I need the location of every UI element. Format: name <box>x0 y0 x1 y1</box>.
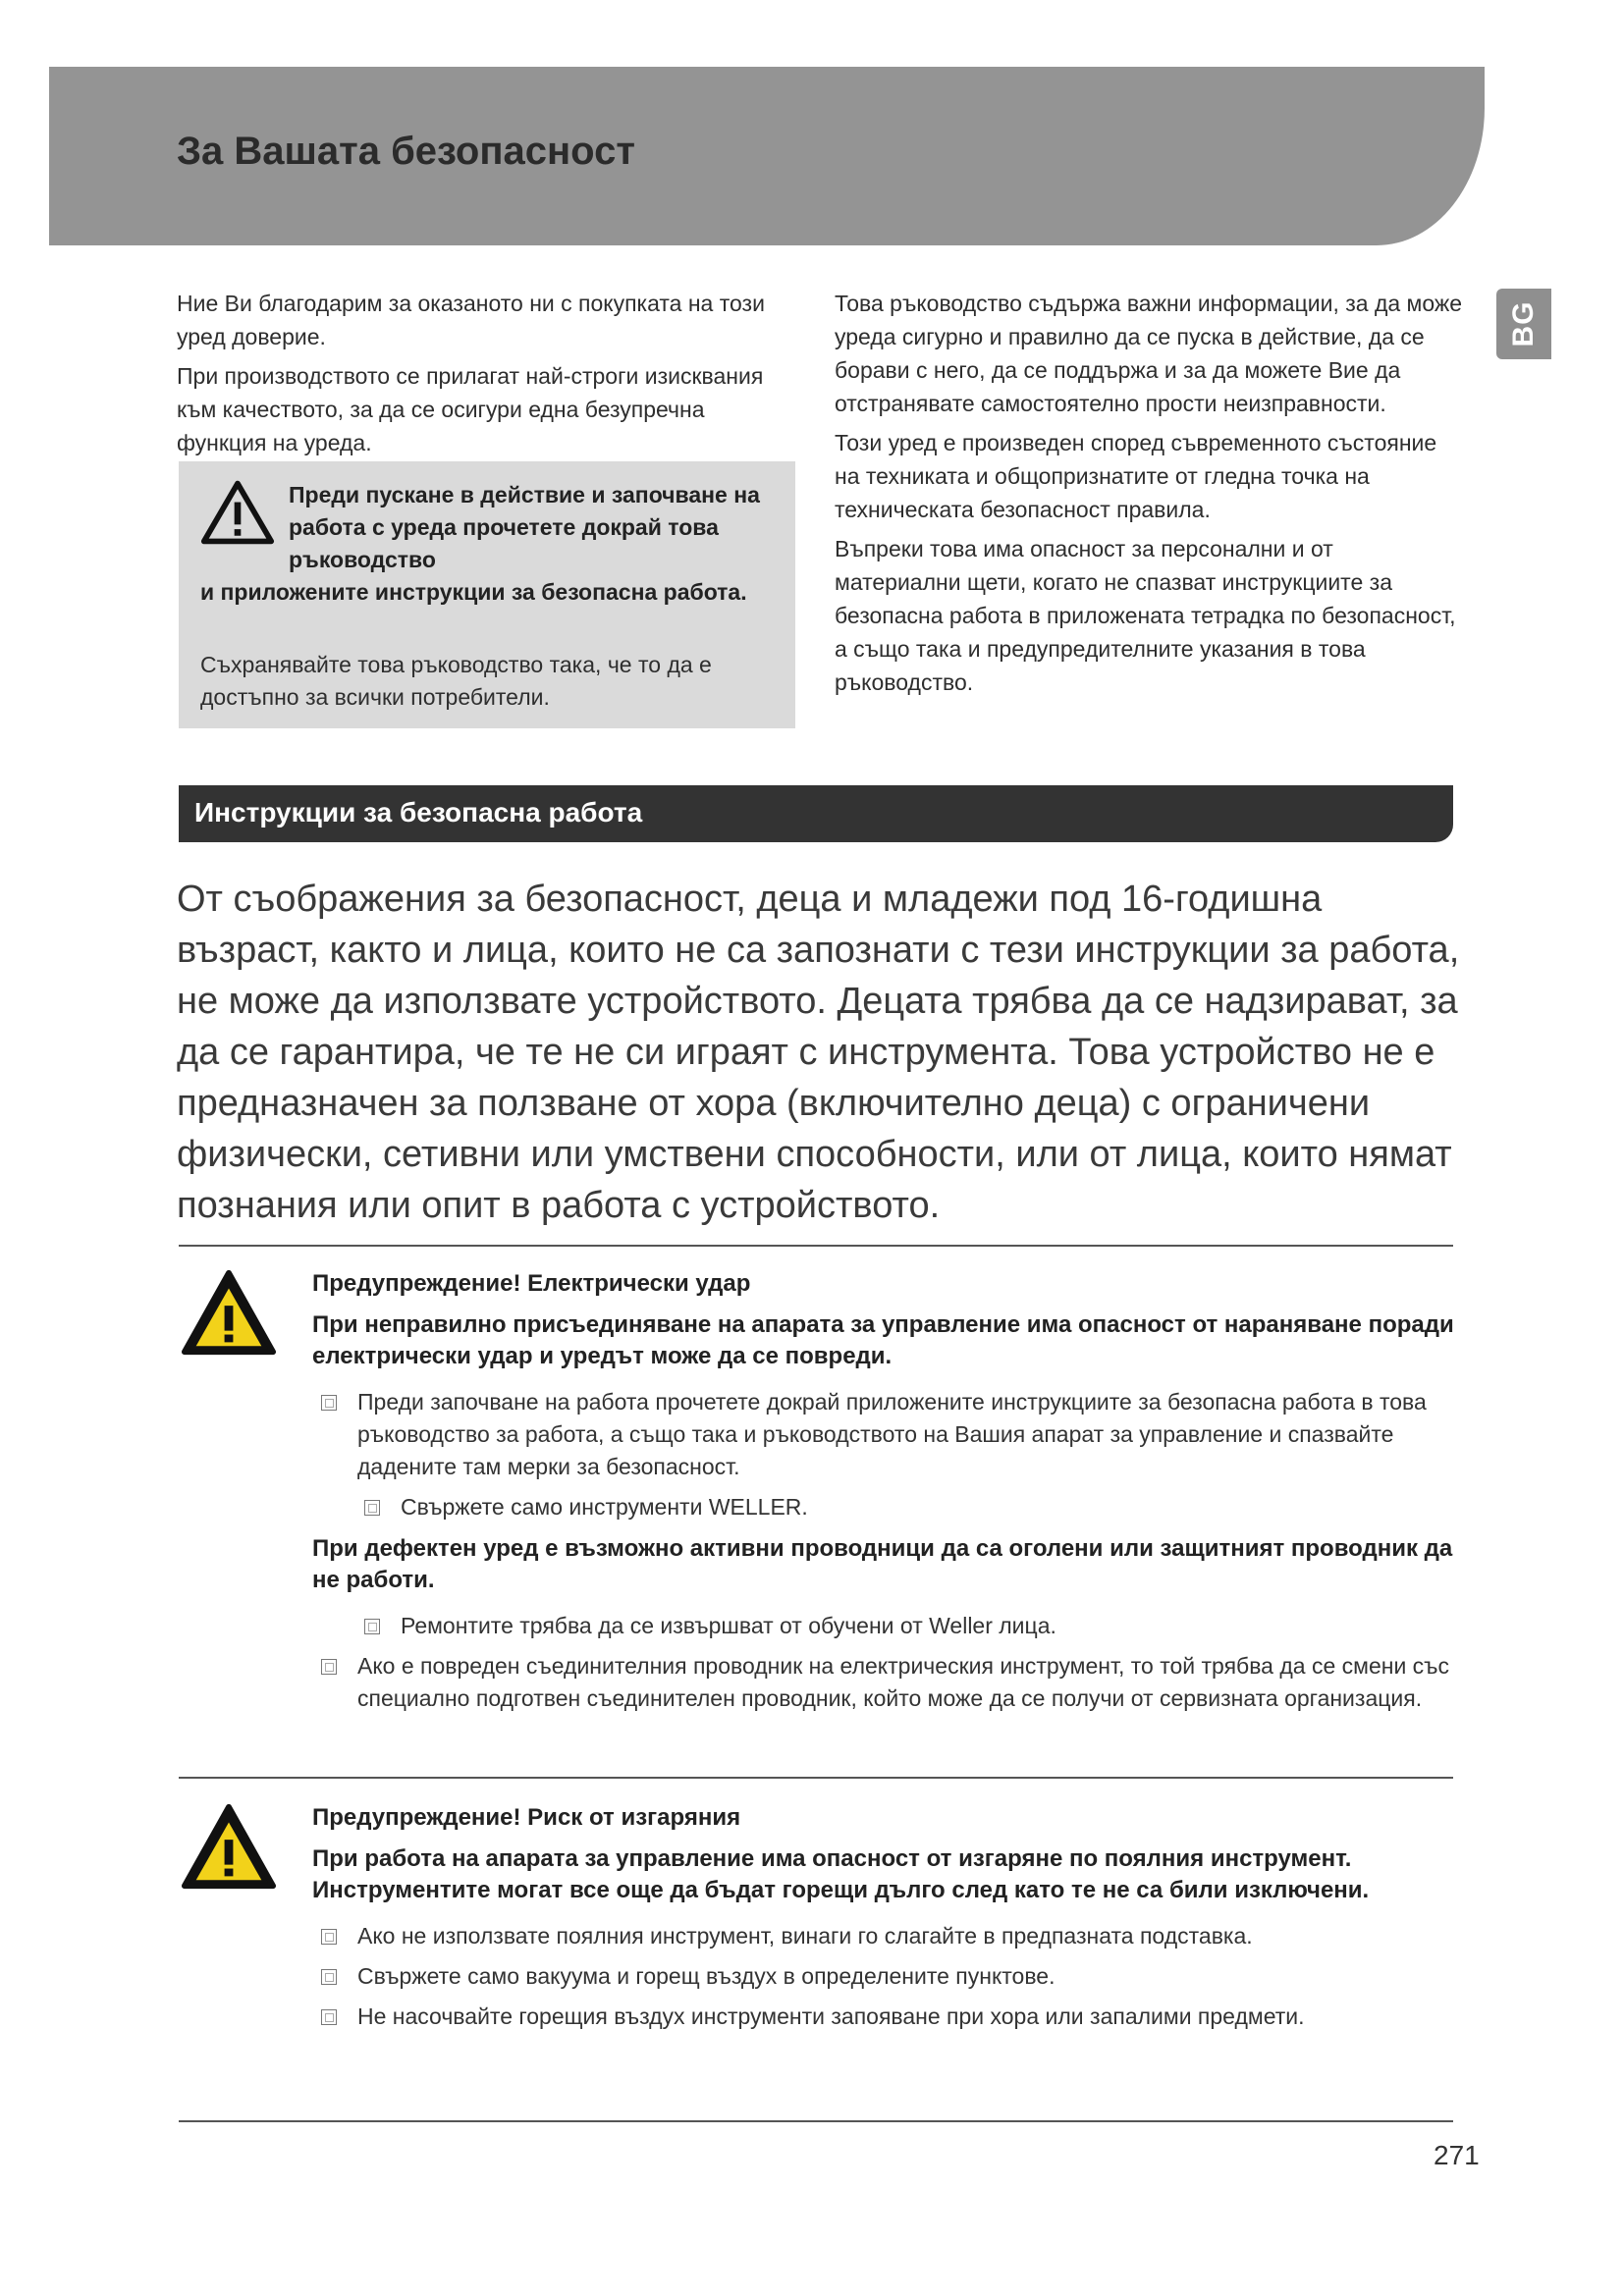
right-paragraph-3: Въпреки това има опасност за персонални и от материални щети, когато не спазват инструкциите за безопасна работа в приложената тетрадка по безопасност, а също така и предупредителните указания в това ръководство. <box>835 536 1456 695</box>
checkbox-icon <box>321 1929 337 1945</box>
warning-electric-title: Предупреждение! Електрически удар <box>312 1270 751 1297</box>
list-item: Свържете само инструменти WELLER. <box>312 1491 1461 1523</box>
section-heading: Инструкции за безопасна работа <box>194 797 643 828</box>
divider <box>179 1245 1453 1247</box>
divider <box>179 2120 1453 2122</box>
right-paragraph-2: Този уред е произведен според съвременното състояние на техниката и общопризнатите от гледна точка на техническата безопасност правила. <box>835 430 1437 522</box>
checkbox-icon <box>364 1500 380 1516</box>
right-paragraph-1: Това ръководство съдържа важни информации, за да може уреда сигурно и правилно да се пуска в действие, да се борави с него, да се поддържа и за да можете Вие да отстранявате самостоятелно прости неизправности. <box>835 291 1463 416</box>
warning-burn-icon <box>181 1802 277 1891</box>
note-bold-rest: и приложените инструкции за безопасна работа. <box>200 579 747 605</box>
checkbox-icon <box>321 1969 337 1985</box>
warning-burn-block <box>312 1802 1461 2041</box>
divider <box>179 1777 1453 1779</box>
note-normal: Съхранявайте това ръководство така, че то да е достъпно за всички потребители. <box>200 652 712 710</box>
list-item: Ако е повреден съединителния проводник на електрическия инструмент, то той трябва да се смени със специално подготвен съединителен проводник, който може да се получи от сервизната организация. <box>312 1650 1461 1715</box>
left-column <box>177 287 795 465</box>
warning-burn-title: Предупреждение! Риск от изгаряния <box>312 1804 741 1831</box>
checkbox-icon <box>321 2009 337 2025</box>
checkbox-icon <box>364 1619 380 1634</box>
checkbox-icon <box>321 1395 337 1411</box>
list-item: Свържете само вакуума и горещ въздух в определените пунктове. <box>312 1960 1461 1993</box>
right-column <box>835 287 1463 705</box>
caution-triangle-icon <box>200 479 275 546</box>
warning-electric-bold-2: При дефектен уред е възможно активни проводници да са оголени или защитният проводник да не работи. <box>312 1535 1453 1593</box>
list-item: Ако не използвате поялния инструмент, винаги го слагайте в предпазната подставка. <box>312 1920 1461 1952</box>
warning-electric-block <box>312 1268 1461 1723</box>
warning-electric-icon <box>181 1268 277 1357</box>
note-bold-first: Преди пускане в действие и започване на работа с уреда прочетете докрай това ръководство <box>289 482 760 572</box>
left-paragraph-1: Ние Ви благодарим за оказаното ни с покупката на този уред доверие. <box>177 291 765 349</box>
list-item: Не насочвайте горещия въздух инструменти запояване при хора или запалими предмети. <box>312 2001 1461 2033</box>
intro-paragraph: От съображения за безопасност, деца и младежи под 16-годишна възраст, както и лица, които не са запознати с тези инструкции за работа, не може да използвате устройството. Децата трябва да се надзирават, за да се гарантира, че те не си играят с инструмента. Това устройство не е предназначен за ползване от хора (включително деца) с ограничени физически, сетивни или умствени способности, или от лица, които нямат познания или опит в работа с устройството. <box>177 879 1460 1226</box>
warning-burn-bold: При работа на апарата за управление има опасност от изгаряне по поялния инструмент. Инструментите могат все още да бъдат горещи дълго след като те не са били изключени. <box>312 1845 1370 1903</box>
list-item: Преди започване на работа прочетете докрай приложените инструкциите за безопасна работа в това ръководство за работа, а също така и ръководството на Вашия апарат за управление и спазвайте дадените там мерки за безопасност. <box>312 1386 1461 1483</box>
checkbox-icon <box>321 1659 337 1675</box>
page-number: 271 <box>1434 2140 1480 2170</box>
warning-electric-bold: При неправилно присъединяване на апарата за управление има опасност от нараняване поради електрически удар и уредът може да се повреди. <box>312 1311 1454 1369</box>
note-box <box>179 461 795 728</box>
language-tab-label: BG <box>1507 300 1540 347</box>
language-tab <box>1496 289 1551 359</box>
left-paragraph-2: При производството се прилагат най-строги изисквания към качеството, за да се осигури една безупречна функция на уреда. <box>177 363 764 455</box>
section-heading-bar <box>179 785 1453 842</box>
list-item: Ремонтите трябва да се извършват от обучени от Weller лица. <box>312 1610 1461 1642</box>
page-title: За Вашата безопасност <box>177 130 635 173</box>
